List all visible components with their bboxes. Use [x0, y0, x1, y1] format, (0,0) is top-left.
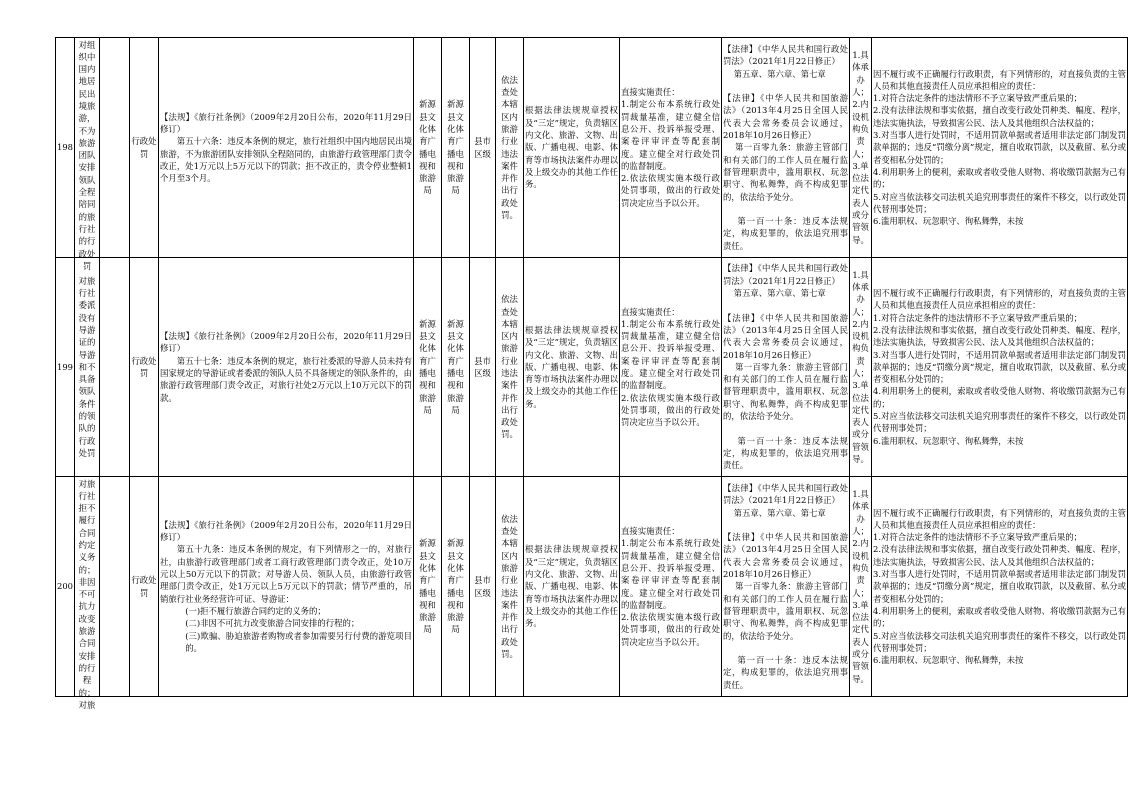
table-row [56, 477, 1128, 697]
basis-text: 第五十九条：违反本条例的规定，有下列情形之一的，对旅行社，由旅游行政管理部门或者工商行政管理部门责令改正，处10万元以上50万元以下的罚款；对导游人员、领队人员，由旅游行政管理部门责令改正，处1万元以上5万元以下的罚款；情节严重的，吊销旅行社业务经营许可证、导游证： [160, 544, 412, 604]
row-number: 200 [56, 477, 75, 697]
row-number: 199 [56, 258, 75, 477]
situations-cell [872, 258, 1128, 477]
duty-cell [620, 477, 722, 697]
legal-basis-cell [159, 477, 414, 697]
basis-text: 第五十六条：违反本条例的规定，旅行社组织中国内地居民出境旅游，不为旅游团队安排领队全程陪同的，由旅游行政管理部门责令改正，处1万元以上5万元以下的罚款；拒不改正的，责令停业整顿1个月至3个月。 [160, 136, 412, 184]
situations-text: 因不履行或不正确履行行政职责，有下列情形的，对直接负责的主管人员和其他直接责任人员应承担相应的责任： 1.对符合法定条件的违法情形不予立案导致严重后果的； 2.没有法律法规和事实依据，擅自改变行政处罚种类、幅度、程序，违法实施执法，导致损害公民、法人及其他组织合法权益的； 3.对当事人进行处罚时，不适用罚款单据或者适用非法定部门制发罚款单据的；违反“罚缴分离”规定，擅自收取罚款，以及截留、私分或者变相私分处罚的； 4.利用职务上的便利，索取或者收受他人财物、将收缴罚款据为己有的； 5.对应当依法移交司法机关追究刑事责任的案件不移交，以行政处罚代替刑事处罚； 6.滥用职权、玩忽职守、徇私舞弊，未按 [873, 288, 1126, 446]
admin-level: 县市区级 [470, 38, 496, 258]
basis-title: 【法规】《旅行社条例》（2009年2月20日公布，2020年11月29日修订） [160, 331, 412, 354]
accountability-cell [722, 477, 850, 697]
legal-basis-cell [159, 258, 414, 477]
situations-text: 因不履行或不正确履行行政职责，有下列情形的，对直接负责的主管人员和其他直接责任人员应承担相应的责任： 1.对符合法定条件的违法情形不予立案导致严重后果的； 2.没有法律法规和事实依据，擅自改变行政处罚种类、幅度、程序，违法实施执法，导致损害公民、法人及其他组织合法权益的； 3.对当事人进行处罚时，不适用罚款单据或者适用非法定部门制发罚款单据的；违反“罚缴分离”规定，擅自收取罚款，以及截留、私分或者变相私分处罚的； 4.利用职务上的便利，索取或者收受他人财物、将收缴罚款据为己有的； 5.对应当依法移交司法机关追究刑事责任的案件不移交，以行政处罚代替刑事处罚； 6.滥用职权、玩忽职守、徇私舞弊，未按 [873, 507, 1126, 666]
responsible-dept: 新源县文化体育广播电视和旅游局 [442, 38, 470, 258]
duty-text: 直接实施责任： 1.制定公布本系统行政处罚裁量基准，建立健全信息公开、投诉举报受理、案卷评审评查等配套制度。建立健全对行政处罚的监督制度。 2.依法依规实施本级行政处罚事项，做出的行政处罚决定应当予以公开。 [621, 87, 720, 208]
category-cell: 行政处罚 [130, 477, 159, 697]
division-text: 根据法律法规规章授权及“三定”规定，负责辖区内文化、旅游、文物、出版、广播电视、电影、体育等市场执法案件办理以及上级交办的其他工作任务。 [525, 544, 618, 629]
division-text: 根据法律法规规章授权及“三定”规定，负责辖区内文化、旅游、文物、出版、广播电视、电影、体育等市场执法案件办理以及上级交办的其他工作任务。 [525, 105, 618, 190]
admin-level: 县市区级 [470, 258, 496, 477]
division-cell [524, 258, 620, 477]
duty-text: 直接实施责任： 1.制定公布本系统行政处罚裁量基准，建立健全信息公开、投诉举报受理、案卷评审评查等配套制度。建立健全对行政处罚的监督制度。 2.依法依规实施本级行政处罚事项，做出的行政处罚决定应当予以公开。 [621, 526, 720, 647]
power-list-table [55, 37, 1128, 710]
table-row [56, 258, 1128, 477]
row-number: 198 [56, 38, 75, 258]
subject-text: 1.具体承办人；2.内设机构负责人；3.单位法定代表人或分管领导。 [852, 269, 869, 465]
item-name-cell [75, 477, 100, 710]
basis-text: 第五十七条：违反本条例的规定，旅行社委派的导游人员未持有国家规定的导游证或者委派的领队人员不具备规定的领队条件的，由旅游行政管理部门责令改正，对旅行社处2万元以上10万元以下的罚款。 [160, 355, 412, 403]
division-cell [524, 477, 620, 697]
item-name-cell [75, 258, 100, 477]
subject-cell [850, 258, 872, 477]
duty-cell [620, 258, 722, 477]
category-cell: 行政处罚 [130, 38, 159, 258]
basis-item-1: (一)拒不履行旅游合同约定的义务的； [185, 605, 326, 616]
accountability-text: 【法律】《中华人民共和国行政处罚法》（2021年1月22日修正） 第五章、第六章、第七章 【法律】《中华人民共和国旅游法》（2013年4月25日全国人民代表大会常务委员会议通过，2018年10月26日修正） 第一百零九条：旅游主管部门和有关部门的工作人员在履行监督管理职责中，滥用职权、玩忽职守、徇私舞弊，尚不构成犯罪的，依法给予处分。 第一百一十条：违反本法规定，构成犯罪的，依法追究刑事责任。 [723, 43, 849, 251]
subject-cell [850, 38, 872, 258]
accountability-text: 【法律】《中华人民共和国行政处罚法》（2021年1月22日修正） 第五章、第六章、第七章 【法律】《中华人民共和国旅游法》（2013年4月25日全国人民代表大会常务委员会议通过，2018年10月26日修正） 第一百零九条：旅游主管部门和有关部门的工作人员在履行监督管理职责中，滥用职权、玩忽职守、徇私舞弊，尚不构成犯罪的，依法给予处分。 第一百一十条：违反本法规定，构成犯罪的，依法追究刑事责任。 [723, 482, 849, 690]
division-cell [524, 38, 620, 258]
subject-text: 1.具体承办人；2.内设机构负责人；3.单位法定代表人或分管领导。 [852, 489, 869, 684]
item-name: 对组织中国内地居民出境旅游，不为旅游团队安排领队全程陪同的旅行社的行政处罚 [78, 39, 96, 271]
situations-text: 因不履行或不正确履行行政职责，有下列情形的，对直接负责的主管人员和其他直接责任人员应承担相应的责任： 1.对符合法定条件的违法情形不予立案导致严重后果的； 2.没有法律法规和事实依据，擅自改变行政处罚种类、幅度、程序，违法实施执法，导致损害公民、法人及其他组织合法权益的； 3.对当事人进行处罚时，不适用罚款单据或者适用非法定部门制发罚款单据的；违反“罚缴分离”规定，擅自收取罚款，以及截留、私分或者变相私分处罚的； 4.利用职务上的便利，索取或者收受他人财物、将收缴罚款据为己有的； 5.对应当依法移交司法机关追究刑事责任的案件不移交，以行政处罚代替刑事处罚； 6.滥用职权、玩忽职守、徇私舞弊，未按 [873, 68, 1126, 227]
category-cell: 行政处罚 [130, 258, 159, 477]
subject-cell [850, 477, 872, 697]
blank-cell [100, 477, 130, 697]
scope-cell: 依法查处本辖区内旅游行业违法案件并作出行政处罚。 [496, 38, 524, 258]
admin-level: 县市区级 [470, 477, 496, 697]
legal-basis-cell [159, 38, 414, 258]
item-name: 对旅行社拒不履行合同约定义务的；非因不可抗力改变旅游合同安排的行程的；对旅 [78, 478, 96, 710]
accountability-cell [722, 38, 850, 258]
blank-cell [100, 258, 130, 477]
item-name-cell [75, 38, 100, 271]
basis-item-2: (二)非因不可抗力改变旅游合同安排的行程的； [185, 618, 360, 629]
table-row [56, 38, 1128, 258]
implementing-dept: 新源县文化体育广播电视和旅游局 [414, 477, 442, 697]
responsible-dept: 新源县文化体育广播电视和旅游局 [442, 258, 470, 477]
scope-cell: 依法查处本辖区内旅游行业违法案件并作出行政处罚。 [496, 258, 524, 477]
division-text: 根据法律法规规章授权及“三定”规定，负责辖区内文化、旅游、文物、出版、广播电视、电影、体育等市场执法案件办理以及上级交办的其他工作任务。 [525, 324, 618, 409]
accountability-text: 【法律】《中华人民共和国行政处罚法》（2021年1月22日修正） 第五章、第六章、第七章 【法律】《中华人民共和国旅游法》（2013年4月25日全国人民代表大会常务委员会议通过，2018年10月26日修正） 第一百零九条：旅游主管部门和有关部门的工作人员在履行监督管理职责中，滥用职权、玩忽职守、徇私舞弊，尚不构成犯罪的，依法给予处分。 第一百一十条：违反本法规定，构成犯罪的，依法追究刑事责任。 [723, 263, 849, 471]
duty-cell [620, 38, 722, 258]
responsible-dept: 新源县文化体育广播电视和旅游局 [442, 477, 470, 697]
accountability-cell [722, 258, 850, 477]
blank-cell [100, 38, 130, 258]
basis-item-3: (三)欺骗、胁迫旅游者购物或者参加需要另行付费的游览项目的。 [185, 630, 412, 653]
scope-cell: 依法查处本辖区内旅游行业违法案件并作出行政处罚。 [496, 477, 524, 697]
situations-cell [872, 477, 1128, 697]
situations-cell [872, 38, 1128, 258]
implementing-dept: 新源县文化体育广播电视和旅游局 [414, 258, 442, 477]
item-name: 对旅行社委派没有导游证的导游和不具备领队条件的领队的行政处罚 [78, 275, 96, 458]
basis-title: 【法规】《旅行社条例》（2009年2月20日公布，2020年11月29日修订） [160, 111, 412, 134]
duty-text: 直接实施责任： 1.制定公布本系统行政处罚裁量基准，建立健全信息公开、投诉举报受理、案卷评审评查等配套制度。建立健全对行政处罚的监督制度。 2.依法依规实施本级行政处罚事项，做出的行政处罚决定应当予以公开。 [621, 306, 720, 428]
basis-title: 【法规】《旅行社条例》（2009年2月20日公布，2020年11月29日修订） [160, 519, 412, 543]
implementing-dept: 新源县文化体育广播电视和旅游局 [414, 38, 442, 258]
subject-text: 1.具体承办人；2.内设机构负责人；3.单位法定代表人或分管领导。 [852, 50, 869, 245]
